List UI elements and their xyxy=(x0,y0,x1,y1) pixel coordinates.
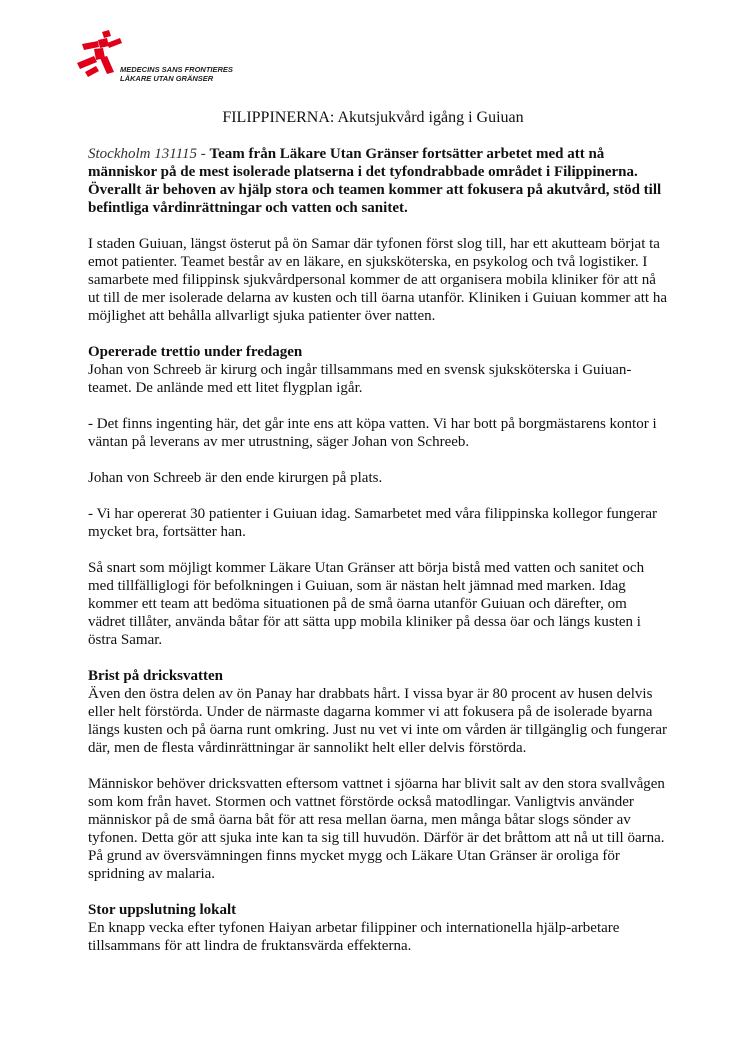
section1-paragraph-1: Johan von Schreeb är kirurg och ingår tillsammans med en svensk sjuksköterska i Guiuan-teamet. De anlände med ett litet flygplan igår. xyxy=(88,362,632,396)
intro-paragraph xyxy=(88,145,668,217)
section-heading-1: Opererade trettio under fredagen xyxy=(88,344,303,360)
section-heading-2: Brist på dricksvatten xyxy=(88,668,223,684)
lead-text: Team från Läkare Utan Gränser fortsätter arbetet med att nå människor på de mest isolerade platserna i det tyfondrabbade området i Filippinerna. Överallt är behoven av hjälp stora och teamen kommer att fokusera på akutvård, stöd till befintliga vårdinrättningar och vatten och sanitet. xyxy=(88,146,662,216)
section3-paragraph-1: En knapp vecka efter tyfonen Haiyan arbetar filippiner och internationella hjälp-arbetare tillsammans för att lindra de fruktansvärda effekterna. xyxy=(88,920,620,954)
section1-paragraph-4: - Vi har opererat 30 patienter i Guiuan idag. Samarbetet med våra filippinska kollegor fungerar mycket bra, fortsätter han. xyxy=(88,506,658,540)
section2-paragraph-2: Människor behöver dricksvatten eftersom vattnet i sjöarna har blivit salt av den stora svallvågen som kom från havet. Stormen och vattnet förstörde också matodlingar. Vanligtvis använder människor på de små öarna båt för att resa mellan öarna, men många båtar slogs sönder av tyfonen. Detta gör att sjuka inte kan ta sig till huvudön. Därför är det bråttom att nå ut till öarna. På grund av översvämningen finns mycket mygg och Läkare Utan Gränser är oroliga för spridning av malaria. xyxy=(88,776,665,882)
dateline: Stockholm 131115 - xyxy=(88,146,206,162)
logo-line-2: LÄKARE UTAN GRÄNSER xyxy=(120,74,214,83)
section2-paragraph-1: Även den östra delen av ön Panay har drabbats hårt. I vissa byar är 80 procent av husen delvis eller helt förstörda. Under de närmaste dagarna kommer vi att fokusera på de isolerade byarna längs kusten och på öarna runt omkring. Just nu vet vi inte om vården är tillgänglig och fungerar där, men de flesta vårdinrättningar är sannolikt helt eller delvis förstörda. xyxy=(88,686,668,756)
section1-paragraph-2: - Det finns ingenting här, det går inte ens att köpa vatten. Vi har bott på borgmästarens kontor i väntan på leverans av mer utrustning, säger Johan von Schreeb. xyxy=(88,416,657,450)
msf-running-figure-icon xyxy=(76,30,122,82)
section1-paragraph-3: Johan von Schreeb är den ende kirurgen på plats. xyxy=(88,470,383,486)
section1-paragraph-5: Så snart som möjligt kommer Läkare Utan Gränser att börja bistå med vatten och sanitet och med tillfälliglogi för befolkningen i Guiuan, som är nästan helt jämnad med marken. Idag kommer ett team att bedöma situationen på de små öarna utanför Guiuan och därefter, om vädret tillåter, använda båtar för att sätta upp mobila kliniker på dessa öar och längs kusten i östra Samar. xyxy=(88,560,645,648)
page-title: FILIPPINERNA: Akutsjukvård igång i Guiuan xyxy=(222,109,524,126)
paragraph-1: I staden Guiuan, längst österut på ön Samar där tyfonen först slog till, har ett akutteam börjat ta emot patienter. Teamet består av en läkare, en sjuksköterska, en psykolog och två logistiker. I samarbete med filippinsk sjukvårdpersonal kommer de att organisera mobila kliniker för att nå ut till de mer isolerade delarna av kusten och till öarna utanför. Kliniken i Guiuan kommer att ha möjlighet att behålla allvarligt sjuka patienter över natten. xyxy=(88,236,667,324)
logo-line-1: MEDECINS SANS FRONTIERES xyxy=(120,65,233,74)
article-body xyxy=(88,145,668,973)
msf-logo xyxy=(76,30,266,86)
section-heading-3: Stor uppslutning lokalt xyxy=(88,902,237,918)
